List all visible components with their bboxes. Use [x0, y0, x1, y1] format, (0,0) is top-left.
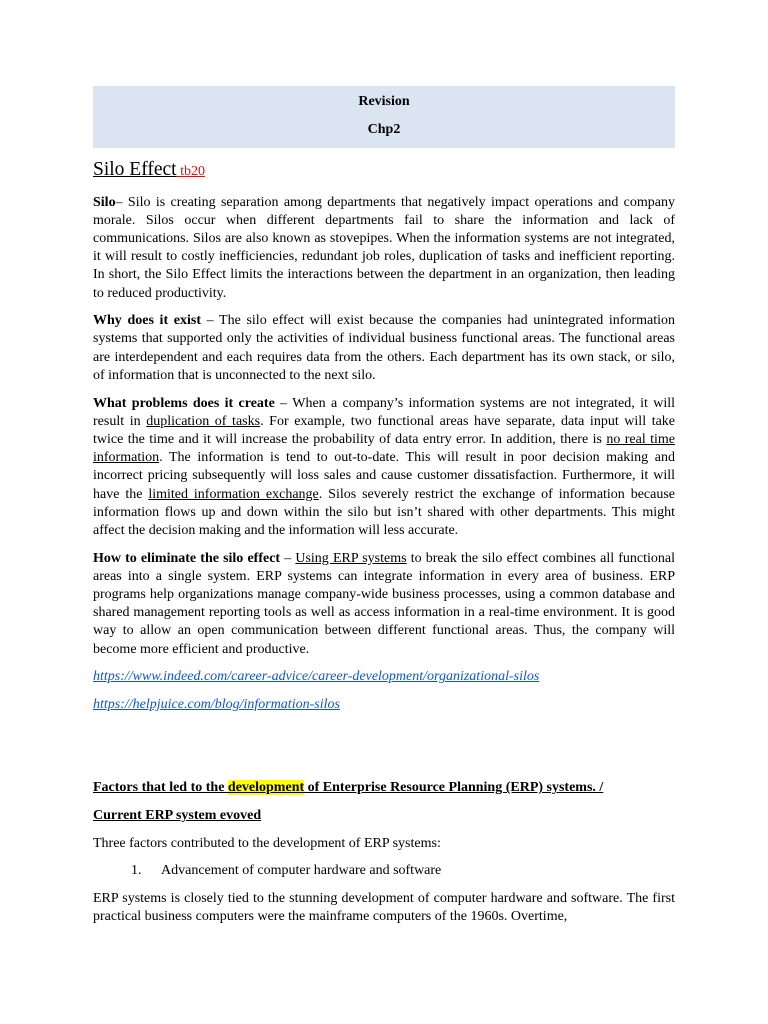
underlined-phrase: no real time information: [93, 431, 675, 466]
link-indeed[interactable]: https://www.indeed.com/career-advice/career-development/organizational-silos: [93, 669, 540, 685]
paragraph-text: to break the silo effect combines all functional areas into a single system. ERP systems can integrate information in every area of business. ERP programs help organizations manage company-wide business processes, using a common database and shared management reporting tools as well as access information in a real-time environment. It is good way to allow an open communication between different functional areas. Thus, the company will become more efficient and productive.: [93, 550, 675, 657]
paragraph-lead: Why does it exist: [93, 313, 201, 329]
paragraph-erp-history: ERP systems is closely tied to the stunning development of computer hardware and software. The first practical business computers were the mainframe computers of the 1960s. Overtime,: [93, 891, 675, 925]
paragraph-lead: What problems does it create: [93, 395, 275, 411]
list-number: 1.: [131, 863, 142, 879]
banner-chapter: Chp2: [367, 122, 401, 137]
paragraph-text: . The information is tend to out-to-date. This will result in poor decision making and incorrect pricing subsequently will loss sales and cause customer dissatisfaction. Furthermore, it will have the: [93, 450, 675, 502]
underlined-phrase: duplication of tasks: [146, 413, 261, 429]
heading-text: of Enterprise Resource Planning (ERP) systems. /: [304, 780, 604, 796]
banner-title: Revision: [358, 94, 410, 109]
paragraph-lead: How to eliminate the silo effect: [93, 550, 281, 566]
paragraph-problems: [93, 395, 675, 541]
highlighted-word: development: [227, 780, 305, 796]
underlined-phrase: Using ERP systems: [295, 550, 407, 566]
factors-intro: Three factors contributed to the development of ERP systems:: [93, 835, 441, 851]
heading-title: Silo Effect: [93, 159, 177, 180]
heading-reference: tb20: [176, 164, 205, 179]
revision-banner: [93, 86, 675, 148]
paragraph-silo: [93, 194, 675, 303]
paragraph-text: –: [280, 550, 296, 566]
section-heading: [93, 158, 675, 184]
paragraph-text: – When a company’s information systems are not integrated, it will result in: [93, 395, 675, 429]
list-text: Advancement of computer hardware and software: [161, 863, 442, 879]
heading-text: Factors that led to the: [93, 780, 228, 796]
document-page: [93, 86, 675, 927]
paragraph-eliminate: [93, 550, 675, 659]
paragraph-text: . Silos severely restrict the exchange of information because information flows up and down within the silo but isn’t shared with other departments. This might affect the decision making and the information will less accurate.: [93, 486, 676, 538]
paragraph-why-exist: [93, 312, 675, 385]
underlined-phrase: limited information exchange: [148, 486, 319, 502]
factors-heading: [93, 779, 675, 797]
link-helpjuice[interactable]: https://helpjuice.com/blog/information-silos: [93, 697, 340, 713]
factors-subheading: Current ERP system evoved: [93, 807, 262, 823]
list-item: [93, 862, 675, 880]
paragraph-text: – The silo effect will exist because the companies had unintegrated information systems that supported only the activities of individual business functional areas. The functional areas are interdependent and each requires data from the others. Each department has its own stack, or silo, of information that is unconnected to the next silo.: [93, 313, 676, 383]
paragraph-lead: Silo: [93, 194, 116, 210]
paragraph-text: . For example, two functional areas have separate, data input will take twice the time and it will increase the probability of data entry error. In addition, there is: [93, 413, 676, 447]
paragraph-text: – Silo is creating separation among departments that negatively impact operations and company morale. Silos occur when different departments fail to share the information and lack of communications. Silos are also known as stovepipes. When the information systems are not integrated, it will result to costly inefficiencies, redundant job roles, duplication of tasks and inefficient reporting. In short, the Silo Effect limits the interactions between the department in an organization, then leading to reduced productivity.: [93, 194, 675, 301]
